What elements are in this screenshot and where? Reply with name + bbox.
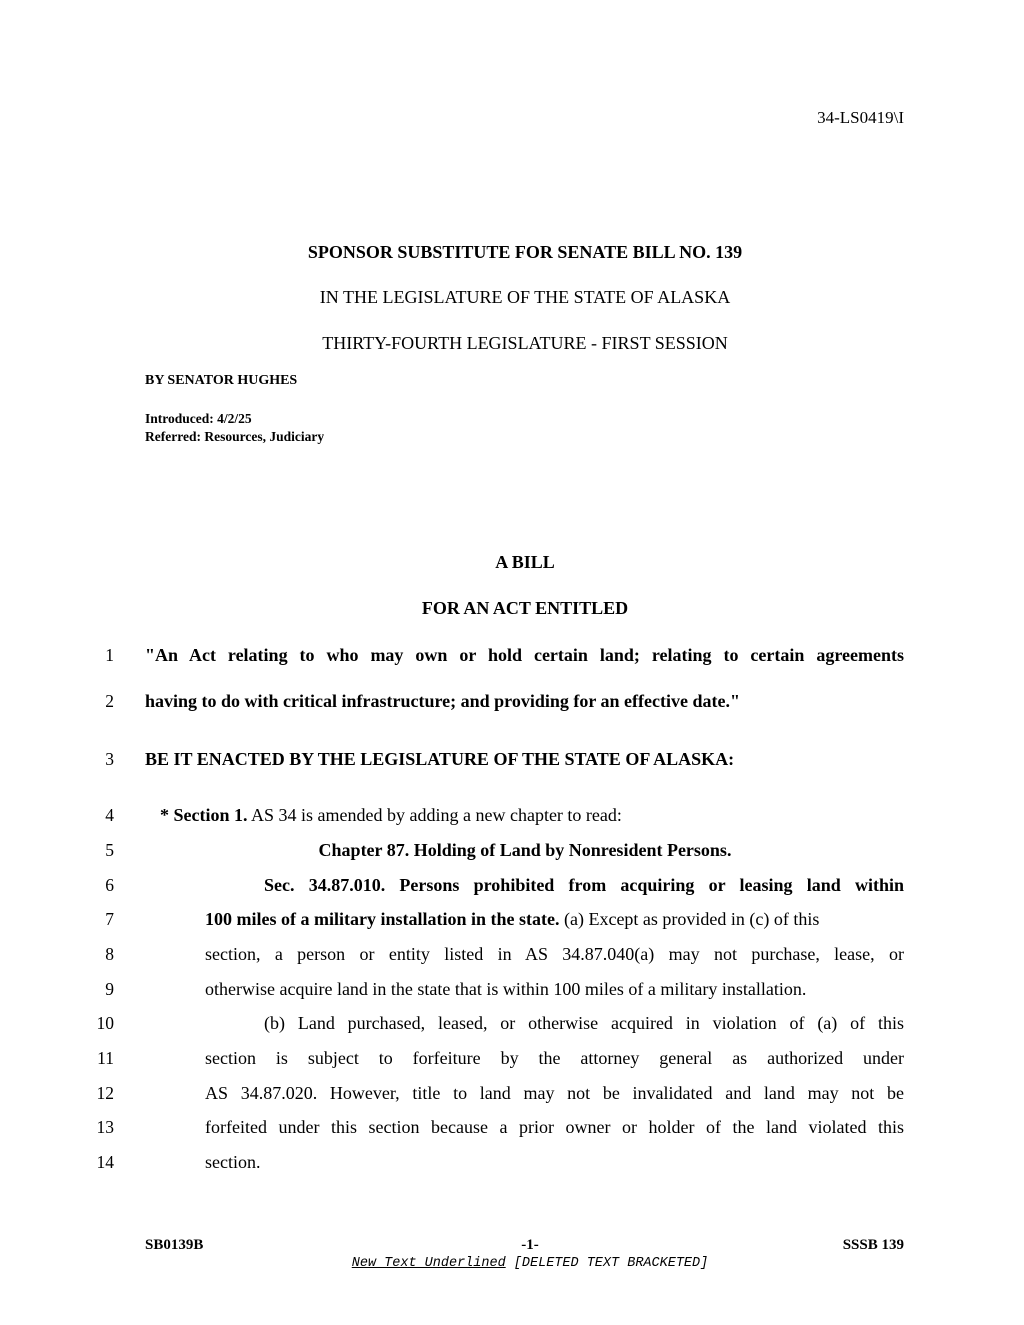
line-number: 14 bbox=[96, 1152, 114, 1172]
page-number: -1- bbox=[521, 1237, 539, 1253]
line-number: 4 bbox=[105, 805, 114, 825]
line-number: 1 bbox=[105, 645, 114, 665]
footer-bill-short: SSSB 139 bbox=[842, 1237, 904, 1253]
edit-legend bbox=[0, 1256, 1024, 1271]
line-number: 10 bbox=[96, 1013, 114, 1033]
subsection-b-start: (b) Land purchased, leased, or otherwise acquired in violation of (a) of this bbox=[264, 1013, 904, 1033]
act-title-line-2: having to do with critical infrastructure; and providing for an effective date." bbox=[145, 691, 740, 711]
legend-deleted-text: [DELETED TEXT BRACKETED] bbox=[513, 1256, 709, 1271]
section-text: AS 34 is amended by adding a new chapter to read: bbox=[247, 805, 622, 825]
body-line-14: section. bbox=[205, 1152, 261, 1172]
document-id: 34-LS0419\I bbox=[817, 108, 904, 127]
line-number: 3 bbox=[105, 749, 114, 769]
legend-new-text: New Text Underlined bbox=[351, 1256, 506, 1271]
line-number: 6 bbox=[105, 875, 114, 895]
bill-heading: A BILL bbox=[495, 552, 555, 572]
line-number: 2 bbox=[105, 691, 114, 711]
subsection-a-start: (a) Except as provided in (c) of this bbox=[559, 909, 820, 929]
line-number: 11 bbox=[97, 1048, 114, 1068]
section-heading-line-2 bbox=[205, 909, 904, 930]
body-line-13: forfeited under this section because a prior owner or holder of the land violated this bbox=[205, 1117, 904, 1137]
act-title-line-1: "An Act relating to who may own or hold certain land; relating to certain agreements bbox=[145, 645, 904, 665]
referred-committees: Referred: Resources, Judiciary bbox=[145, 429, 325, 444]
section-1-line bbox=[160, 805, 622, 826]
introduced-date: Introduced: 4/2/25 bbox=[145, 411, 252, 426]
section-heading-bold: 100 miles of a military installation in the state. bbox=[205, 909, 560, 929]
section-label: * Section 1. bbox=[160, 805, 248, 825]
line-number: 13 bbox=[96, 1117, 114, 1137]
session-line: THIRTY-FOURTH LEGISLATURE - FIRST SESSION bbox=[322, 333, 728, 353]
section-heading-line-1: Sec. 34.87.010. Persons prohibited from acquiring or leasing land within bbox=[264, 875, 904, 895]
sponsor-line: BY SENATOR HUGHES bbox=[145, 373, 298, 388]
line-number: 8 bbox=[105, 944, 114, 964]
body-line-8: section, a person or entity listed in AS 34.87.040(a) may not purchase, lease, or bbox=[205, 944, 904, 964]
act-heading: FOR AN ACT ENTITLED bbox=[421, 598, 629, 618]
line-number: 9 bbox=[105, 979, 114, 999]
line-number: 5 bbox=[105, 840, 114, 860]
body-line-11: section is subject to forfeiture by the attorney general as authorized under bbox=[205, 1048, 904, 1068]
enacting-clause: BE IT ENACTED BY THE LEGISLATURE OF THE STATE OF ALASKA: bbox=[145, 749, 735, 769]
legislature-line: IN THE LEGISLATURE OF THE STATE OF ALASKA bbox=[319, 287, 731, 307]
chapter-heading: Chapter 87. Holding of Land by Nonresident Persons. bbox=[318, 840, 732, 860]
bill-title: SPONSOR SUBSTITUTE FOR SENATE BILL NO. 139 bbox=[307, 242, 743, 262]
body-line-12: AS 34.87.020. However, title to land may not be invalidated and land may not be bbox=[205, 1083, 904, 1103]
line-number: 7 bbox=[105, 909, 114, 929]
body-line-9: otherwise acquire land in the state that is within 100 miles of a military installation. bbox=[205, 979, 807, 999]
line-number: 12 bbox=[96, 1083, 114, 1103]
footer-bill-code: SB0139B bbox=[145, 1237, 204, 1253]
